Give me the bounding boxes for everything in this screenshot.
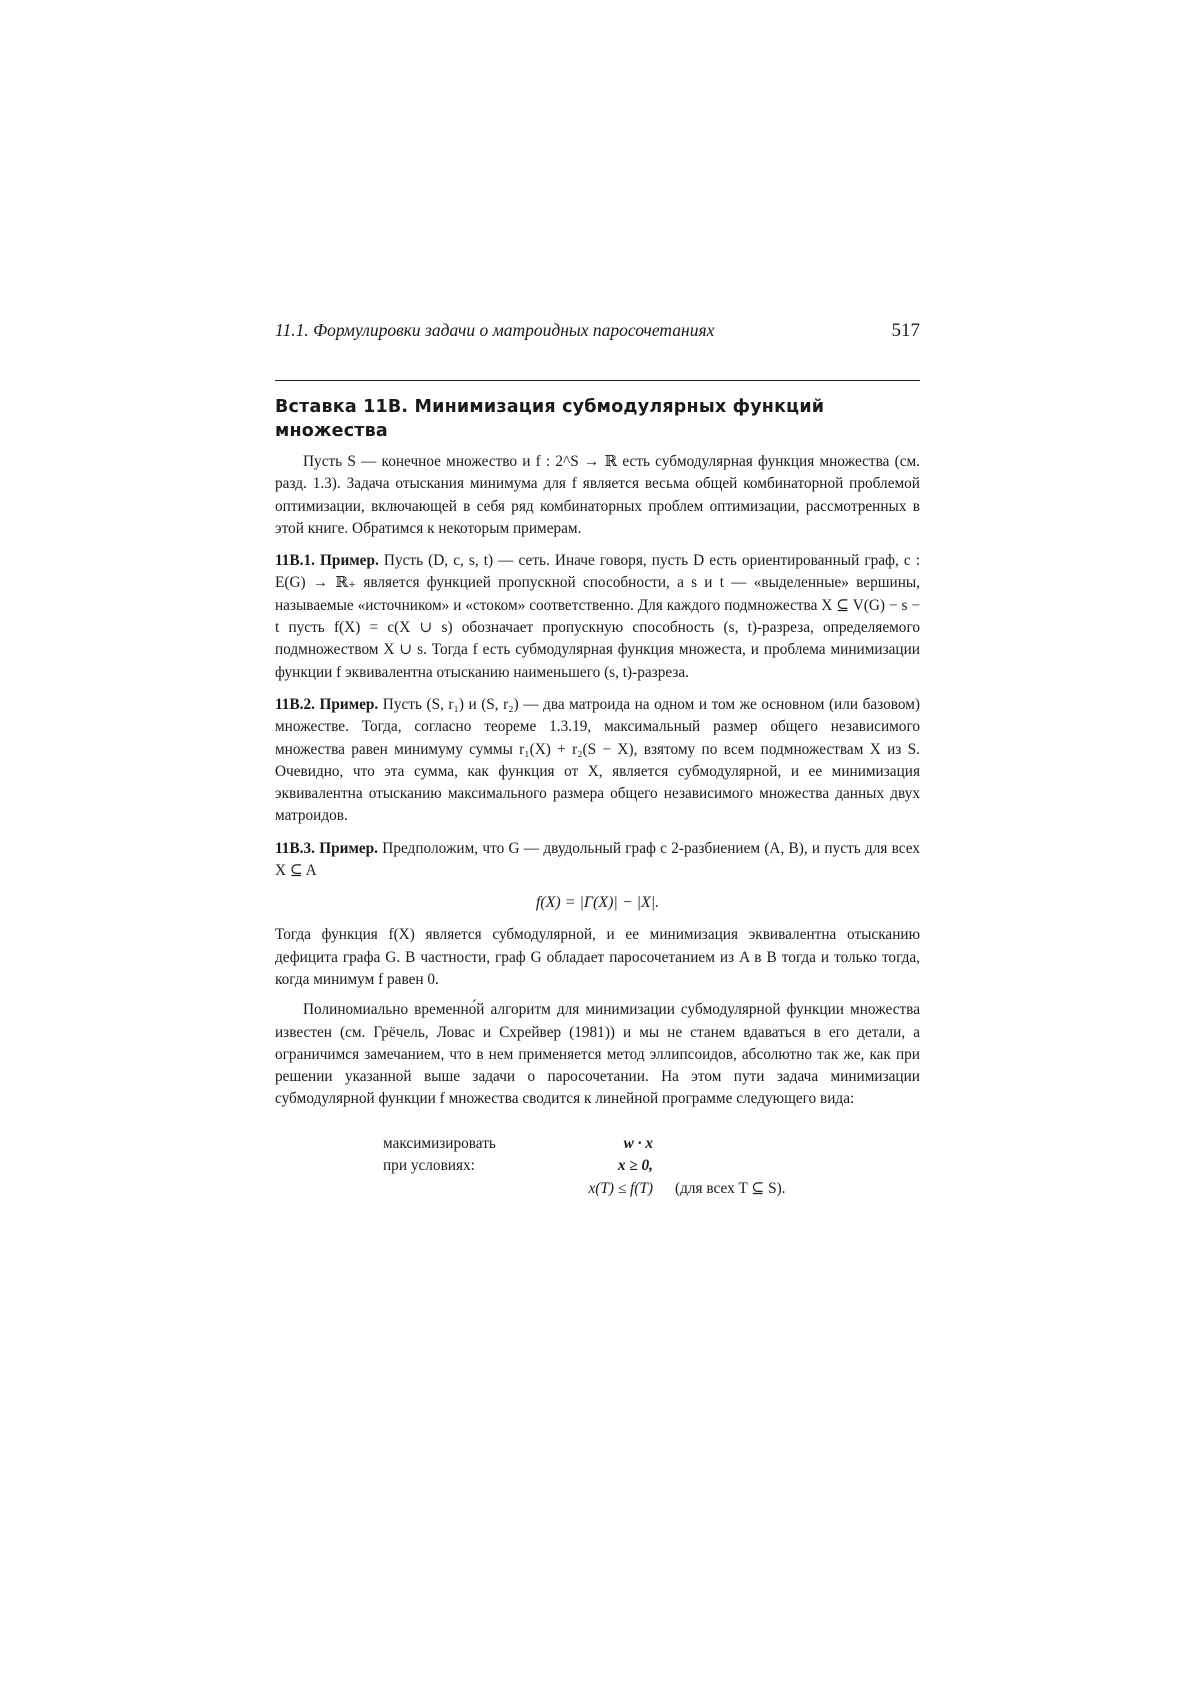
example-3: [275, 838, 920, 883]
box-top-rule: [275, 380, 920, 381]
example-1-label: 11B.1. Пример.: [275, 552, 379, 570]
lp-row-constraint-2: [383, 1178, 920, 1201]
example-2-label: 11B.2. Пример.: [275, 695, 379, 713]
lp-conditions-label: при условиях:: [383, 1157, 475, 1175]
example-1-text: Пусть (D, c, s, t) — сеть. Иначе говоря, пусть D есть ориентированный граф, c : E(G) → ℝ₊ является функцией пропускной способности, а s и t — «выделенные» вершины, называемые «источником» и «стоком» соответственно. Для каждого подмножества X ⊆ V(G) − s − t пусть f(X) = c(X ∪ s) обозначает пропускную способность (s, t)-разреза, определяемого подмножеством X ∪ s. Тогда f есть субмодулярная функция множеста, и проблема минимизации функции f эквивалентна отысканию наименьшего (s, t)-разреза.: [275, 552, 921, 681]
lp-objective: w · x: [623, 1134, 653, 1152]
page-content: [275, 320, 920, 1200]
lp-row-objective: [383, 1133, 920, 1156]
example-1: [275, 550, 920, 684]
example-2-text: Пусть (S, r₁) и (S, r₂) — два матроида на одном и том же основном (или базовом) множестве. Тогда, согласно теореме 1.3.19, максимальный размер общего независимого множества равен минимуму суммы r₁(X) + r₂(S − X), взятому по всем подмножествам X из S. Очевидно, что эта сумма, как функция от X, является субмодулярной, и ее минимизация эквивалентна отысканию максимального размера общего независимого множества данных двух матроидов.: [275, 695, 921, 825]
lp-constraint-f: x(T) ≤ f(T): [588, 1179, 653, 1197]
example-3-label: 11B.3. Пример.: [275, 839, 378, 857]
lp-row-constraint-1: [383, 1155, 920, 1178]
lp-constraint-nonneg: x ≥ 0,: [617, 1157, 653, 1175]
page-number: 517: [891, 320, 920, 341]
lp-maximize-label: максимизировать: [383, 1134, 496, 1152]
running-head-title: 11.1. Формулировки задачи о матроидных паросочетаниях: [275, 320, 715, 340]
display-formula: f(X) = |Γ(X)| − |X|.: [535, 894, 660, 912]
example-3-after: Тогда функция f(X) является субмодулярной, и ее минимизация эквивалентна отысканию дефицита графа G. В частности, граф G обладает паросочетанием из A в B тогда и только тогда, когда минимум f равен 0.: [275, 926, 920, 988]
lp-spacer: [383, 1178, 548, 1201]
running-head: [275, 320, 920, 342]
closing-paragraph: Полиномиально временно́й алгоритм для минимизации субмодулярной функции множества известен (см. Грёчель, Ловас и Схрейвер (1981)) и мы не станем вдаваться в его детали, а ограничимся замечанием, что в нем применяется метод эллипсоидов, абсолютно так же, как при решении указанной выше задачи о паросочетании. На этом пути задача минимизации субмодулярной функции f множества сводится к линейной программе следующего вида:: [275, 1001, 920, 1108]
example-2: [275, 694, 920, 828]
intro-paragraph: Пусть S — конечное множество и f : 2^S → ℝ есть субмодулярная функция множества (см. разд. 1.3). Задача отыскания минимума для f является весьма общей комбинаторной проблемой оптимизации, включающей в себя ряд комбинаторных проблем оптимизации, рассмотренных в этой книге. Обратимся к некоторым примерам.: [275, 453, 920, 537]
lp-constraint-scope: (для всех T ⊆ S).: [675, 1179, 786, 1197]
example-3-text: Предположим, что G — двудольный граф с 2-разбиением (A, B), и пусть для всех X ⊆ A: [275, 839, 920, 880]
linear-program: [383, 1133, 920, 1201]
box-title: Вставка 11B. Минимизация субмодулярных функций множества: [275, 397, 825, 441]
